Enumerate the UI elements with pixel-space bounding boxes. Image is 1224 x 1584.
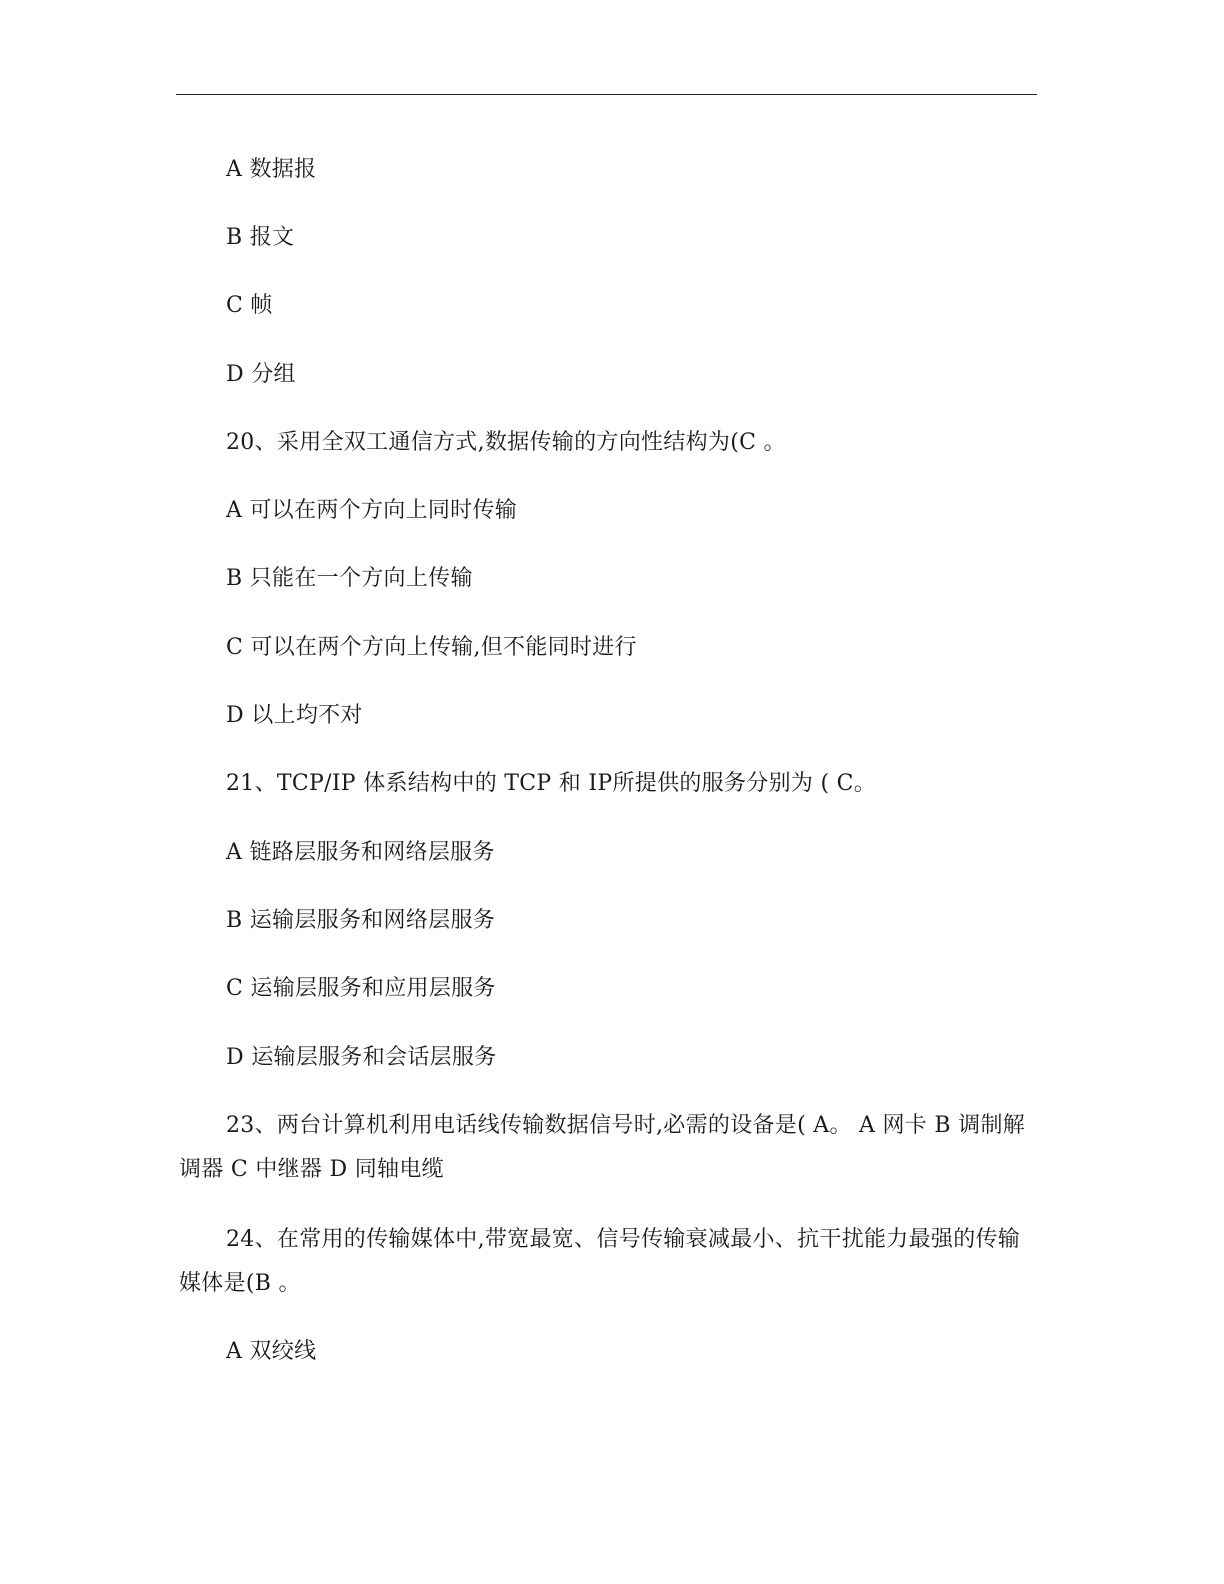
- option-line: C 运输层服务和应用层服务: [226, 976, 496, 1001]
- option-line: A 链路层服务和网络层服务: [226, 840, 495, 865]
- option-line: B 运输层服务和网络层服务: [226, 908, 496, 933]
- question-line: 21、TCP/IP 体系结构中的 TCP 和 IP所提供的服务分别为 ( C。: [226, 771, 877, 796]
- header-rule: [176, 94, 1037, 95]
- option-line: B 只能在一个方向上传输: [226, 566, 473, 591]
- question-paragraph: 24、在常用的传输媒体中,带宽最宽、信号传输衰减最小、抗干扰能力最强的传输媒体是(B 。: [179, 1227, 1021, 1296]
- option-line: D 分组: [226, 362, 296, 387]
- option-line: C 可以在两个方向上传输,但不能同时进行: [226, 635, 637, 660]
- option-line: C 帧: [226, 293, 273, 318]
- option-line: B 报文: [226, 225, 295, 250]
- question-paragraph: 23、两台计算机利用电话线传输数据信号时,必需的设备是( A。 A 网卡 B 调制解调器 C 中继器 D 同轴电缆: [179, 1113, 1026, 1182]
- option-line: A 双绞线: [226, 1339, 317, 1364]
- option-line: D 以上均不对: [226, 703, 363, 728]
- question-line: 20、采用全双工通信方式,数据传输的方向性结构为(C 。: [226, 430, 786, 455]
- option-line: A 数据报: [226, 157, 317, 182]
- option-line: D 运输层服务和会话层服务: [226, 1045, 497, 1070]
- option-line: A 可以在两个方向上同时传输: [226, 498, 518, 523]
